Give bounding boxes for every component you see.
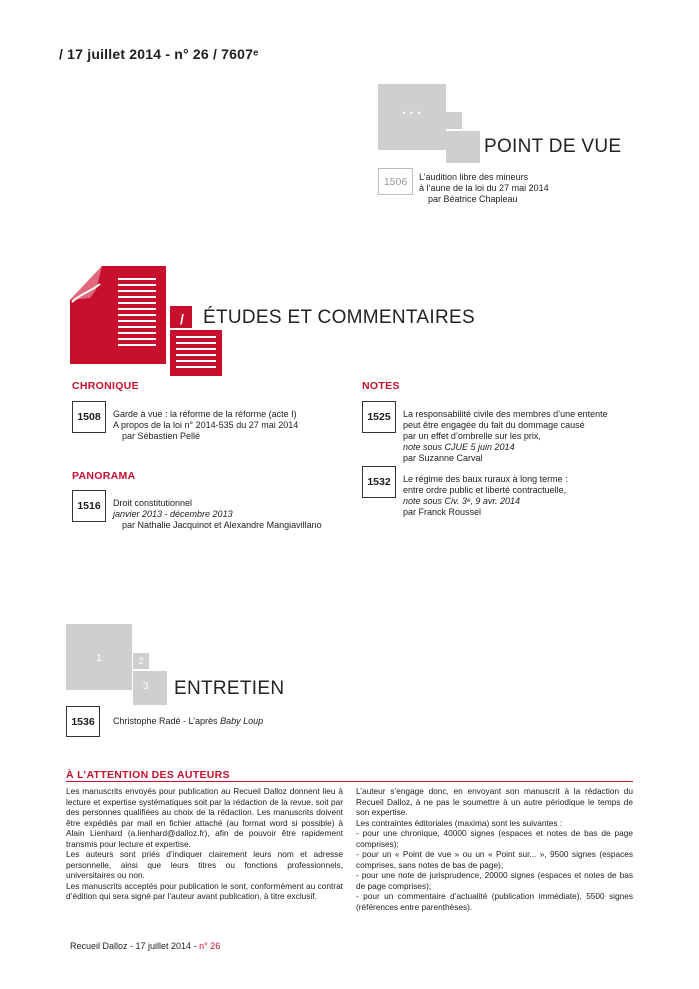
notice-paragraph: Les manuscrits envoyés pour publication au Recueil Dalloz donnent lieu à lecture et expertise systématiques soit par la rédaction de la revue, soit par des personnes qualifiées au choix de la rédaction. Les manuscrits doivent être expédiés par mail en fichier attaché (au format word si possible) à Alain Lienhard (a.lienhard@dalloz.fr), afin de pouvoir être rapidement transmis pour lecture et expertise. bbox=[66, 786, 343, 849]
article-title-line: Droit constitutionnel bbox=[113, 498, 193, 508]
article-title-line: L’audition libre des mineurs bbox=[419, 172, 529, 182]
entretien-square-1 bbox=[66, 624, 132, 690]
article-entry-1508[interactable] bbox=[113, 409, 353, 442]
article-author: par Suzanne Carval bbox=[403, 453, 483, 463]
article-number-1532: 1532 bbox=[362, 466, 396, 498]
category-notes: NOTES bbox=[362, 380, 400, 392]
interview-italic-title: Baby Loup bbox=[220, 716, 264, 726]
section-title-etudes: ÉTUDES ET COMMENTAIRES bbox=[203, 307, 475, 328]
category-chronique: CHRONIQUE bbox=[72, 380, 139, 392]
notice-paragraph: Les manuscrits acceptés pour publication le sont, conformément au contrat d’édition qui sera signé par l’auteur avant publication, à titre exclusif. bbox=[66, 880, 343, 901]
article-title-line: La responsabilité civile des membres d’une entente bbox=[403, 409, 608, 419]
section-title-point-de-vue: POINT DE VUE bbox=[484, 136, 622, 157]
entretien-square-2 bbox=[133, 653, 149, 669]
notice-paragraph: Les auteurs sont priés d’indiquer clairement leurs nom et adresse personnelle, ainsi que leurs titres ou fonctions professionnels, universitaires ou non. bbox=[66, 849, 343, 880]
article-number-1506: 1506 bbox=[378, 168, 413, 195]
footer-issue-number: n° 26 bbox=[199, 941, 221, 951]
article-title-line: peut être engagée du fait du dommage causé bbox=[403, 420, 585, 430]
etudes-documents-icon bbox=[66, 264, 224, 378]
notice-right-column bbox=[356, 786, 633, 912]
square-label: 2 bbox=[138, 656, 144, 666]
notice-paragraph: - pour une note de jurisprudence, 20000 signes (espaces et notes de bas de page comprises); bbox=[356, 870, 633, 891]
article-number-1516: 1516 bbox=[72, 490, 106, 522]
article-entry-1536[interactable] bbox=[113, 716, 373, 727]
article-title-line: par un effet d’ombrelle sur les prix, bbox=[403, 431, 541, 441]
notice-paragraph: Les contraintes éditoriales (maxima) sont les suivantes : bbox=[356, 817, 563, 828]
point-de-vue-square-small bbox=[446, 112, 462, 129]
article-author: par Sébastien Pellé bbox=[122, 431, 201, 441]
square-label: 1 bbox=[96, 653, 102, 664]
article-citation: note sous CJUE 5 juin 2014 bbox=[403, 442, 515, 452]
footer-text: Recueil Dalloz - 17 juillet 2014 - bbox=[70, 941, 200, 951]
notice-paragraph: L’auteur s’engage donc, en envoyant son manuscrit à la rédaction du Recueil Dalloz, à ne pas le soumettre à un autre périodique le temps de son expertise. bbox=[356, 786, 633, 817]
article-title-line: entre ordre public et liberté contractuelle, bbox=[403, 485, 567, 495]
article-entry-1532[interactable] bbox=[403, 474, 643, 518]
notice-rule bbox=[66, 781, 633, 782]
entretien-square-3 bbox=[133, 671, 167, 705]
article-entry-1525[interactable] bbox=[403, 409, 643, 464]
article-title-line: Garde à vue : la réforme de la réforme (acte I) bbox=[113, 409, 297, 419]
article-number-1536: 1536 bbox=[66, 706, 100, 737]
section-title-entretien: ENTRETIEN bbox=[174, 678, 285, 699]
category-panorama: PANORAMA bbox=[72, 470, 136, 482]
article-title-line: à l’aune de la loi du 27 mai 2014 bbox=[419, 183, 549, 193]
article-title-line: A propos de la loi n° 2014-535 du 27 mai 2014 bbox=[113, 420, 299, 430]
article-entry-1506[interactable] bbox=[419, 172, 679, 205]
article-author: par Nathalie Jacquinot et Alexandre Mangiavillano bbox=[122, 520, 322, 530]
article-title-line: Le régime des baux ruraux à long terme : bbox=[403, 474, 568, 484]
page-header: / 17 juillet 2014 - n° 26 / 7607ᵉ bbox=[59, 46, 259, 62]
point-de-vue-square-medium bbox=[446, 131, 480, 163]
square-label: 3 bbox=[143, 681, 149, 692]
slash-mark: / bbox=[180, 311, 184, 327]
notice-title: À L’ATTENTION DES AUTEURS bbox=[66, 769, 230, 781]
article-author: par Franck Roussel bbox=[403, 507, 482, 517]
article-number-1508: 1508 bbox=[72, 401, 106, 433]
dots-label: • • • bbox=[402, 108, 422, 118]
article-entry-1516[interactable] bbox=[113, 498, 353, 531]
article-title-line: janvier 2013 - décembre 2013 bbox=[113, 509, 233, 519]
page-footer bbox=[70, 941, 220, 951]
notice-left-column bbox=[66, 786, 343, 902]
article-number-1525: 1525 bbox=[362, 401, 396, 433]
notice-paragraph: - pour une chronique, 40000 signes (espaces et notes de bas de page comprises); bbox=[356, 828, 633, 849]
point-de-vue-icon bbox=[378, 84, 446, 150]
notice-paragraph: - pour un commentaire d’actualité (publication immédiate), 5500 signes (références entre parenthèses). bbox=[356, 891, 633, 912]
article-citation: note sous Civ. 3ᵉ, 9 avr. 2014 bbox=[403, 496, 521, 506]
notice-paragraph: - pour un « Point de vue » ou un « Point sur... », 9500 signes (espaces comprises, sans notes de bas de page); bbox=[356, 849, 633, 870]
interview-author: Christophe Radé - L’après bbox=[113, 716, 221, 726]
article-author: par Béatrice Chapleau bbox=[428, 194, 518, 204]
